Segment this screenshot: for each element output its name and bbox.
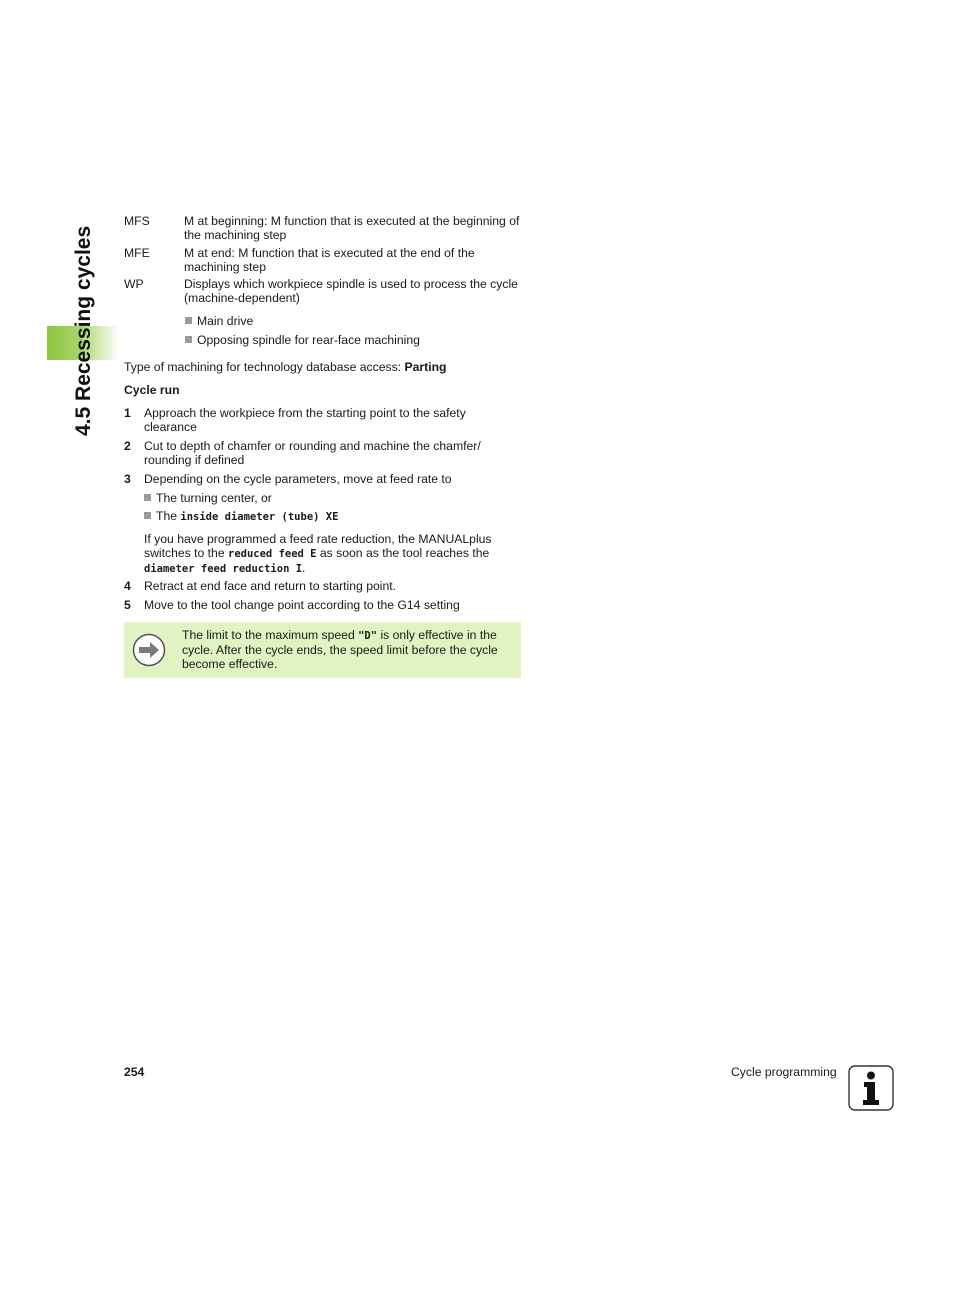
param-desc-wp: Displays which workpiece spindle is used to process the cycle (machine-dependent) — [184, 277, 518, 305]
bullet-square-icon — [144, 494, 151, 501]
step-text: Move to the tool change point according to the G14 setting — [144, 598, 460, 612]
bullet-square-icon — [185, 336, 192, 343]
cycle-run-heading: Cycle run — [124, 383, 180, 397]
step-number: 3 — [124, 472, 131, 486]
note-text: The limit to the maximum speed "D" is only effective in the cycle. After the cycle ends, the speed limit before the cycle become effective. — [182, 628, 498, 671]
section-title-vertical: 4.5 Recessing cycles — [72, 225, 95, 436]
param-key-wp: WP — [124, 277, 144, 291]
page-number: 254 — [124, 1065, 145, 1079]
bullet-square-icon — [144, 512, 151, 519]
footer-chapter-title: Cycle programming — [731, 1065, 837, 1079]
step3-bullet-inside-diameter: The inside diameter (tube) XE — [144, 509, 338, 524]
step-text: Cut to depth of chamfer or rounding and machine the chamfer/ rounding if defined — [144, 439, 481, 467]
param-key-mfe: MFE — [124, 246, 150, 260]
info-icon — [848, 1065, 894, 1111]
arrow-right-icon — [132, 633, 166, 667]
step-text: Depending on the cycle parameters, move at feed rate to — [144, 472, 452, 486]
note-box — [124, 622, 521, 678]
step-number: 1 — [124, 406, 131, 420]
machining-type-value: Parting — [404, 360, 447, 374]
step-number: 4 — [124, 579, 131, 593]
step3-feed-reduction-note: If you have programmed a feed rate reduction, the MANUALplus switches to the reduced feed E as soon as the tool reaches the diameter feed reduction I. — [144, 532, 492, 575]
param-desc-mfe: M at end: M function that is executed at the end of the machining step — [184, 246, 475, 274]
step-text: Retract at end face and return to starting point. — [144, 579, 397, 593]
step-text: Approach the workpiece from the starting point to the safety clearance — [144, 406, 466, 434]
step-number: 5 — [124, 598, 131, 612]
wp-option-opposing-spindle: Opposing spindle for rear-face machining — [185, 333, 420, 347]
machining-type-line: Type of machining for technology database access: Parting — [124, 360, 447, 374]
step-number: 2 — [124, 439, 131, 453]
wp-option-main-drive: Main drive — [185, 314, 253, 328]
param-key-mfs: MFS — [124, 214, 150, 228]
bullet-square-icon — [185, 317, 192, 324]
param-desc-mfs: M at beginning: M function that is executed at the beginning of the machining step — [184, 214, 520, 242]
step3-bullet-turning-center: The turning center, or — [144, 491, 272, 505]
